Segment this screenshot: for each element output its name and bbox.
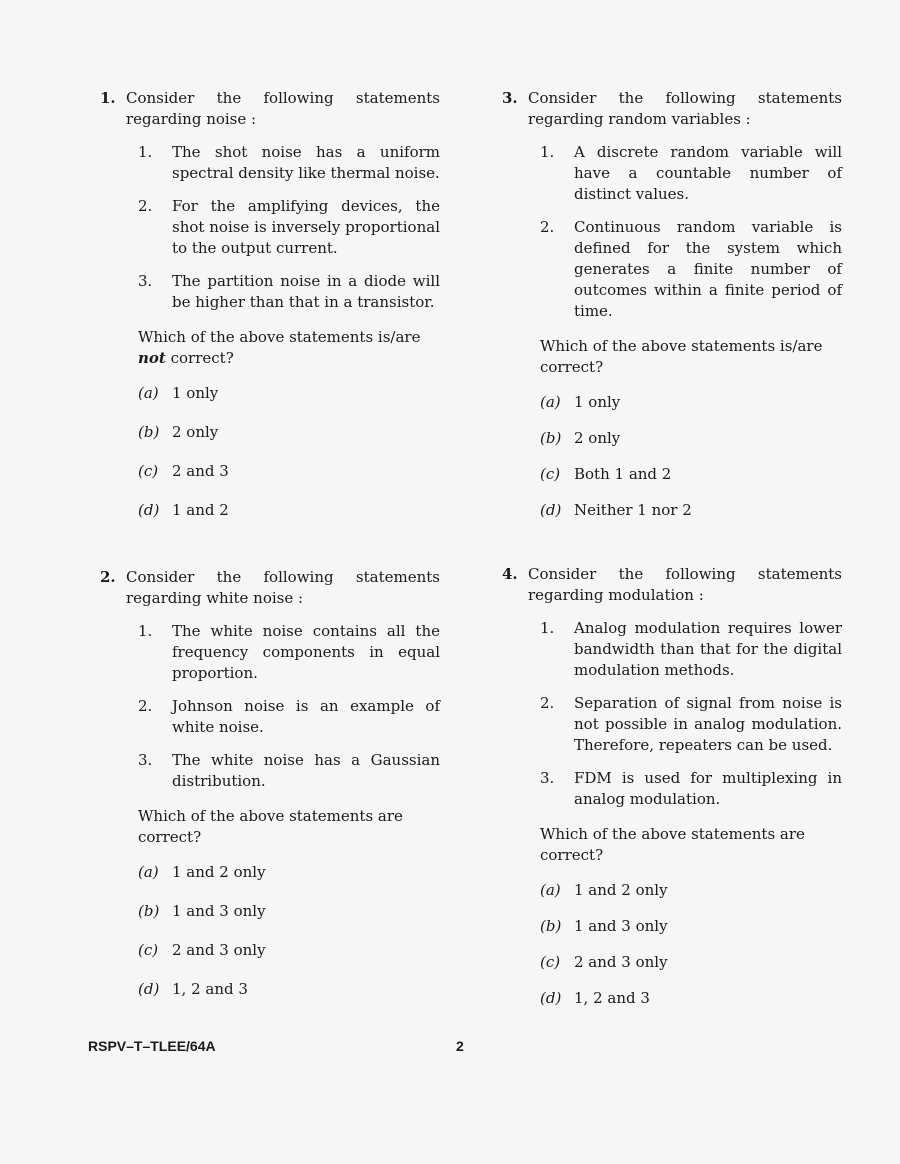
option-text: 2 and 3 <box>172 462 229 480</box>
prompt-suffix: correct? <box>170 349 234 367</box>
prompt-text: Which of the above statements is/are correct? <box>540 337 823 376</box>
option-b[interactable] <box>540 916 842 952</box>
option-text: 2 and 3 only <box>172 941 266 959</box>
option-label: (b) <box>138 423 160 441</box>
option-text: 2 and 3 only <box>574 953 668 971</box>
statement <box>138 621 440 684</box>
statement-text: The partition noise in a diode will be higher than that in a transistor. <box>172 272 440 311</box>
option-text: 1, 2 and 3 <box>574 989 650 1007</box>
option-text: 1 and 3 only <box>172 902 266 920</box>
option-text: 1 only <box>172 384 219 402</box>
prompt-text: Which of the above statements are correct? <box>138 807 403 846</box>
statement <box>540 693 842 756</box>
option-label: (c) <box>138 462 159 480</box>
statement-number: 1. <box>540 143 555 161</box>
option-text: 2 only <box>574 429 621 447</box>
statement-list <box>138 142 440 313</box>
option-a[interactable] <box>540 392 842 428</box>
option-list <box>540 392 842 536</box>
option-text: 1 and 3 only <box>574 917 668 935</box>
option-list <box>540 880 842 1024</box>
question-prompt <box>540 336 842 378</box>
option-list <box>138 862 440 1018</box>
statement-text: Johnson noise is an example of white noise. <box>172 697 440 736</box>
question-text: Consider the following statements regarding modulation : <box>528 565 842 604</box>
statement-number: 2. <box>138 697 153 715</box>
prompt-prefix: Which of the above statements is/are <box>138 328 421 346</box>
prompt-emphasis: not <box>138 349 166 367</box>
option-text: 1, 2 and 3 <box>172 980 248 998</box>
option-text: Both 1 and 2 <box>574 465 672 483</box>
option-label: (a) <box>138 863 159 881</box>
statement <box>540 217 842 322</box>
option-label: (d) <box>138 501 160 519</box>
paper-code: RSPV–T–TLEE/64A <box>88 1038 216 1054</box>
question-text: Consider the following statements regarding random variables : <box>528 89 842 128</box>
option-list <box>138 383 440 539</box>
option-c[interactable] <box>138 461 440 500</box>
statement-number: 2. <box>540 694 555 712</box>
statement-text: Analog modulation requires lower bandwidth than that for the digital modulation methods. <box>574 619 842 679</box>
prompt-text: Which of the above statements are correct? <box>540 825 805 864</box>
option-text: 2 only <box>172 423 219 441</box>
option-a[interactable] <box>540 880 842 916</box>
question-number: 1. <box>100 89 116 107</box>
option-b[interactable] <box>138 422 440 461</box>
statement <box>540 142 842 205</box>
question-number: 2. <box>100 568 116 586</box>
option-b[interactable] <box>138 901 440 940</box>
statement <box>540 768 842 810</box>
statement-text: Separation of signal from noise is not possible in analog modulation. Therefore, repeaters can be used. <box>574 694 842 754</box>
option-label: (c) <box>540 465 561 483</box>
question-prompt <box>138 327 440 369</box>
option-d[interactable] <box>540 500 842 536</box>
option-label: (b) <box>540 429 562 447</box>
statement-text: A discrete random variable will have a countable number of distinct values. <box>574 143 842 203</box>
statement-text: The white noise has a Gaussian distribution. <box>172 751 440 790</box>
option-label: (d) <box>138 980 160 998</box>
statement-number: 3. <box>138 751 153 769</box>
statement-text: FDM is used for multiplexing in analog modulation. <box>574 769 842 808</box>
option-label: (b) <box>540 917 562 935</box>
statement-list <box>138 621 440 792</box>
statement-number: 3. <box>138 272 153 290</box>
statement-text: The white noise contains all the frequency components in equal proportion. <box>172 622 440 682</box>
left-column <box>100 88 440 1046</box>
question-4 <box>502 564 842 1024</box>
option-label: (d) <box>540 989 562 1007</box>
statement-number: 3. <box>540 769 555 787</box>
option-label: (a) <box>138 384 159 402</box>
option-c[interactable] <box>540 464 842 500</box>
statement-text: Continuous random variable is defined for the system which generates a finite number of outcomes within a finite period of time. <box>574 218 842 320</box>
statement <box>138 696 440 738</box>
option-text: 1 only <box>574 393 621 411</box>
statement-text: The shot noise has a uniform spectral density like thermal noise. <box>172 143 440 182</box>
option-text: Neither 1 nor 2 <box>574 501 692 519</box>
option-c[interactable] <box>540 952 842 988</box>
option-label: (c) <box>138 941 159 959</box>
question-prompt <box>138 806 440 848</box>
statement-list <box>540 618 842 810</box>
page-number: 2 <box>456 1038 464 1054</box>
statement <box>138 142 440 184</box>
statement-number: 2. <box>540 218 555 236</box>
option-label: (b) <box>138 902 160 920</box>
option-label: (a) <box>540 881 561 899</box>
question-1 <box>100 88 440 539</box>
question-prompt <box>540 824 842 866</box>
option-b[interactable] <box>540 428 842 464</box>
question-text: Consider the following statements regarding white noise : <box>126 568 440 607</box>
statement-list <box>540 142 842 322</box>
statement-text: For the amplifying devices, the shot noise is inversely proportional to the output current. <box>172 197 440 257</box>
option-c[interactable] <box>138 940 440 979</box>
question-2 <box>100 567 440 1018</box>
statement <box>540 618 842 681</box>
option-text: 1 and 2 only <box>574 881 668 899</box>
question-number: 4. <box>502 565 518 583</box>
statement <box>138 750 440 792</box>
right-column <box>502 88 842 1052</box>
option-text: 1 and 2 only <box>172 863 266 881</box>
option-label: (c) <box>540 953 561 971</box>
question-number: 3. <box>502 89 518 107</box>
option-d[interactable] <box>138 500 440 539</box>
question-text: Consider the following statements regarding noise : <box>126 89 440 128</box>
option-label: (d) <box>540 501 562 519</box>
option-label: (a) <box>540 393 561 411</box>
statement-number: 1. <box>138 622 153 640</box>
option-a[interactable] <box>138 383 440 422</box>
option-a[interactable] <box>138 862 440 901</box>
option-d[interactable] <box>540 988 842 1024</box>
statement-number: 1. <box>138 143 153 161</box>
statement <box>138 271 440 313</box>
statement-number: 1. <box>540 619 555 637</box>
option-text: 1 and 2 <box>172 501 229 519</box>
option-d[interactable] <box>138 979 440 1018</box>
statement-number: 2. <box>138 197 153 215</box>
question-3 <box>502 88 842 536</box>
statement <box>138 196 440 259</box>
